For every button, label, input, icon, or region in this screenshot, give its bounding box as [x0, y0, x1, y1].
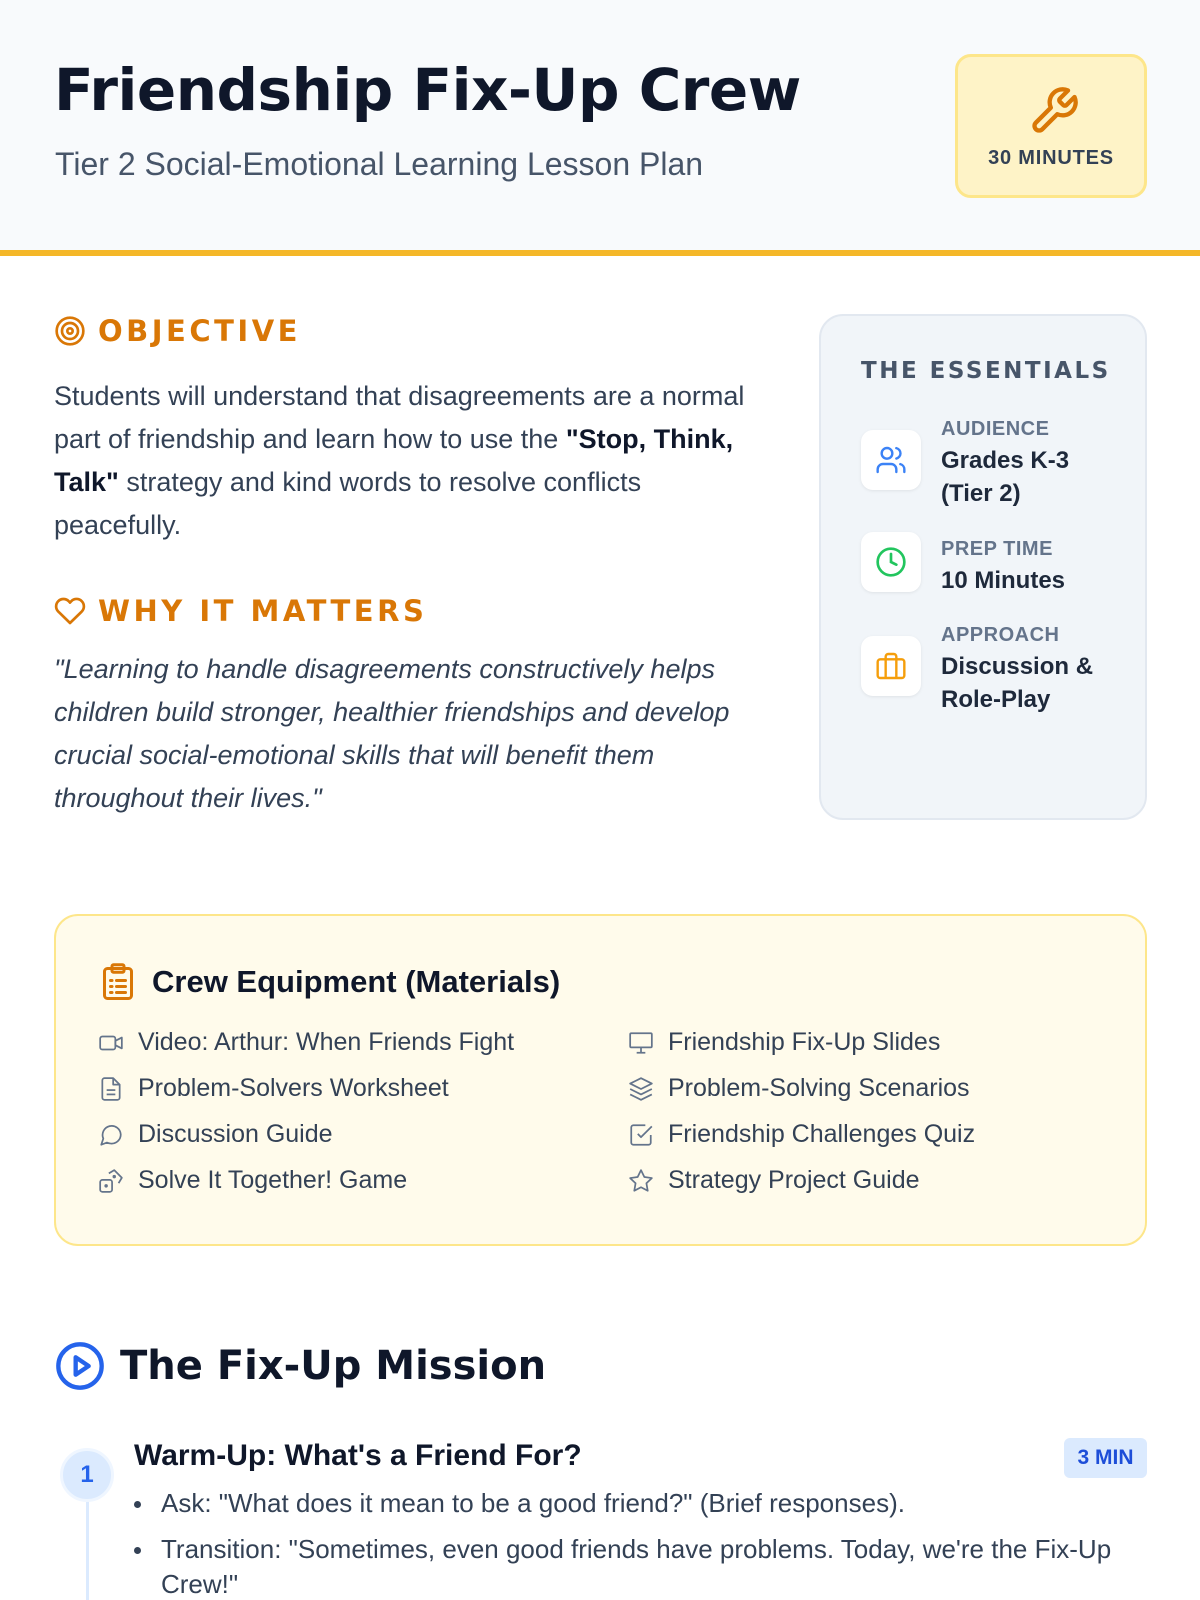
material-item [98, 1166, 407, 1195]
objective-heading [54, 314, 301, 348]
essentials-item-prep-time [861, 538, 1141, 608]
essentials-value: Discussion & Role-Play [941, 653, 1094, 713]
why-heading-text: WHY IT MATTERS [98, 594, 428, 628]
page-title: Friendship Fix-Up Crew [54, 56, 801, 124]
objective-strategy-name: "Stop, Think, Talk" [54, 424, 734, 497]
step-bullet: Ask: "What does it mean to be a good friend?" (Brief responses). [134, 1486, 1147, 1521]
play-circle-icon [54, 1340, 106, 1392]
video-icon [98, 1030, 124, 1056]
essentials-value: Grades K-3 (Tier 2) [941, 447, 1070, 507]
essentials-card [819, 314, 1147, 820]
step-title: Warm-Up: What's a Friend For? [134, 1439, 582, 1472]
materials-card [54, 914, 1147, 1246]
materials-heading-text: Crew Equipment (Materials) [152, 964, 561, 999]
material-label: Video: Arthur: When Friends Fight [138, 1028, 515, 1056]
dice-icon [98, 1168, 124, 1194]
material-item [628, 1120, 975, 1149]
material-label: Friendship Challenges Quiz [668, 1120, 976, 1148]
clock-icon [861, 532, 921, 592]
layers-icon [628, 1076, 654, 1102]
mission-heading [54, 1340, 546, 1392]
chat-bubble-icon [98, 1122, 124, 1148]
essentials-item-audience [861, 418, 1141, 507]
briefcase-icon [861, 636, 921, 696]
essentials-value: 10 Minutes [941, 567, 1066, 594]
material-item [98, 1074, 449, 1103]
material-item [628, 1166, 920, 1195]
clipboard-icon [100, 962, 136, 1002]
objective-text-part: strategy and kind words to resolve conflicts peacefully. [54, 467, 642, 540]
materials-heading [100, 962, 560, 1002]
star-icon [628, 1168, 654, 1194]
material-label: Strategy Project Guide [668, 1166, 920, 1194]
step-number: 1 [60, 1448, 114, 1502]
material-label: Friendship Fix-Up Slides [668, 1028, 941, 1056]
material-item [628, 1028, 940, 1057]
wrench-icon [1028, 85, 1080, 137]
target-icon [54, 315, 86, 347]
essentials-label: AUDIENCE [941, 418, 1050, 440]
material-item [98, 1120, 333, 1149]
essentials-label: PREP TIME [941, 538, 1053, 560]
presentation-icon [628, 1030, 654, 1056]
objective-text-part: Students will understand that disagreements are a normal part of friendship and learn how to use the [54, 381, 745, 454]
heart-icon [54, 595, 86, 627]
objective-text [54, 375, 774, 547]
essentials-label: APPROACH [941, 624, 1060, 646]
essentials-title: THE ESSENTIALS [861, 358, 1111, 384]
step-time-badge: 3 MIN [1064, 1438, 1147, 1478]
material-item [628, 1074, 970, 1103]
step-timeline-line [86, 1500, 89, 1600]
why-heading [54, 594, 427, 628]
material-label: Problem-Solving Scenarios [668, 1074, 970, 1102]
material-item [98, 1028, 514, 1057]
material-label: Discussion Guide [138, 1120, 333, 1148]
duration-label: 30 MINUTES [988, 147, 1114, 169]
why-quote: "Learning to handle disagreements constructively helps children build stronger, healthier friendships and develop crucial social-emotional skills that will benefit them throughout their lives." [54, 654, 730, 813]
page-header [0, 0, 1200, 256]
users-icon [861, 430, 921, 490]
step-bullet: Transition: "Sometimes, even good friends have problems. Today, we're the Fix-Up Crew!" [134, 1532, 1147, 1600]
page-subtitle: Tier 2 Social-Emotional Learning Lesson Plan [55, 146, 704, 182]
checkbox-icon [628, 1122, 654, 1148]
essentials-item-approach [861, 624, 1141, 713]
duration-badge [955, 54, 1147, 198]
step-bullet-list [134, 1486, 1147, 1600]
mission-heading-text: The Fix-Up Mission [120, 1343, 547, 1389]
material-label: Problem-Solvers Worksheet [138, 1074, 449, 1102]
objective-heading-text: OBJECTIVE [98, 314, 301, 348]
material-label: Solve It Together! Game [138, 1166, 408, 1194]
document-icon [98, 1076, 124, 1102]
